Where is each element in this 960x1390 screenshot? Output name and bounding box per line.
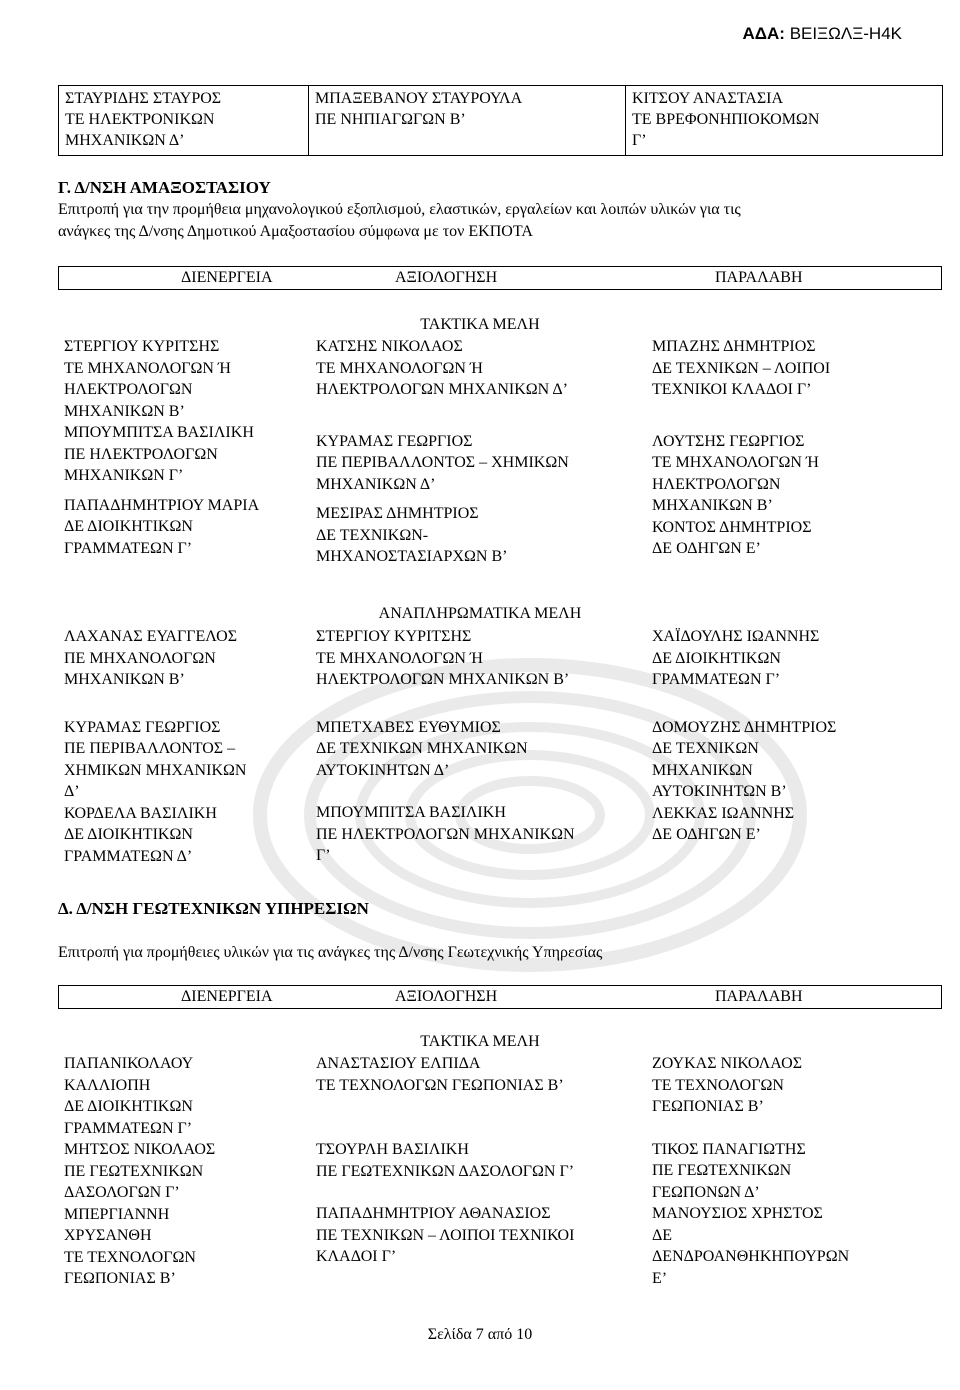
member-detail: ΤΕ ΜΗΧΑΝΟΛΟΓΩΝ Ή bbox=[316, 359, 483, 377]
section-d-regular-title: ΤΑΚΤΙΚΑ ΜΕΛΗ bbox=[420, 1033, 540, 1050]
member-detail: ΔΕ ΤΕΧΝΙΚΩΝ – ΛΟΙΠΟΙ bbox=[652, 359, 831, 377]
member-detail: ΧΗΜΙΚΩΝ ΜΗΧΑΝΙΚΩΝ bbox=[64, 761, 247, 779]
member-detail: ΚΛΑΔΟΙ Γ’ bbox=[316, 1248, 397, 1265]
member-name: ΜΠΑΖΗΣ ΔΗΜΗΤΡΙΟΣ bbox=[652, 338, 816, 355]
member-name: ΣΤΕΡΓΙΟΥ ΚΥΡΙΤΣΗΣ bbox=[64, 338, 220, 355]
header-paralavi: ΠΑΡΑΛΑΒΗ bbox=[715, 988, 803, 1005]
section-g-regular-col1 bbox=[64, 336, 259, 559]
intro-line: Επιτροπή για την προμήθεια μηχανολογικού εξοπλισμού, ελαστικών, εργαλείων και λοιπών υλικών για τις bbox=[58, 201, 741, 218]
member-name: ΛΑΧΑΝΑΣ ΕΥΑΓΓΕΛΟΣ bbox=[64, 628, 238, 645]
member-detail: ΑΥΤΟΚΙΝΗΤΩΝ Δ’ bbox=[316, 761, 450, 779]
member-detail: ΗΛΕΚΤΡΟΛΟΓΩΝ bbox=[652, 475, 781, 493]
member-detail: ΤΕ ΜΗΧΑΝΟΛΟΓΩΝ Ή bbox=[652, 454, 819, 471]
top-cell-3 bbox=[626, 86, 943, 156]
member-name: ΚΥΡΑΜΑΣ ΓΕΩΡΓΙΟΣ bbox=[316, 432, 473, 450]
header-paralavi: ΠΑΡΑΛΑΒΗ bbox=[715, 269, 803, 286]
page-number: Σελίδα 7 από 10 bbox=[427, 1326, 533, 1343]
member-name: ΧΡΥΣΑΝΘΗ bbox=[64, 1227, 152, 1244]
member-detail: ΓΕΩΠΟΝΙΑΣ Β’ bbox=[652, 1098, 764, 1115]
member-detail: ΓΕΩΠΟΝΙΑΣ Β’ bbox=[64, 1270, 176, 1287]
member-detail: ΤΕ ΤΕΧΝΟΛΟΓΩΝ bbox=[64, 1248, 196, 1266]
member-detail: ΜΗΧΑΝΙΚΩΝ Γ’ bbox=[64, 467, 184, 484]
member-detail: ΤΕ ΜΗΧΑΝΟΛΟΓΩΝ Ή bbox=[64, 359, 231, 377]
member-name: ΜΕΣΙΡΑΣ ΔΗΜΗΤΡΙΟΣ bbox=[316, 505, 479, 522]
member-detail: ΜΗΧΑΝΟΣΤΑΣΙΑΡΧΩΝ Β’ bbox=[316, 548, 508, 565]
member-name: ΚΑΛΛΙΟΠΗ bbox=[64, 1076, 151, 1094]
top-cell-line: ΣΤΑΥΡΙΔΗΣ ΣΤΑΥΡΟΣ bbox=[65, 90, 222, 107]
member-detail: ΤΕΧΝΙΚΟΙ ΚΛΑΔΟΙ Γ’ bbox=[652, 381, 812, 398]
section-d-regular-col3 bbox=[652, 1053, 849, 1289]
member-name: ΖΟΥΚΑΣ ΝΙΚΟΛΑΟΣ bbox=[652, 1055, 802, 1072]
section-d-regular-col1 bbox=[64, 1053, 215, 1290]
member-detail: ΓΡΑΜΜΑΤΕΩΝ Γ’ bbox=[64, 1119, 193, 1137]
member-name: ΛΕΚΚΑΣ ΙΩΑΝΝΗΣ bbox=[652, 804, 795, 822]
member-detail: Γ’ bbox=[316, 847, 331, 864]
member-detail: ΗΛΕΚΤΡΟΛΟΓΩΝ ΜΗΧΑΝΙΚΩΝ Β’ bbox=[316, 671, 570, 688]
top-cell-2 bbox=[309, 86, 626, 156]
member-detail: ΗΛΕΚΤΡΟΛΟΓΩΝ ΜΗΧΑΝΙΚΩΝ Δ’ bbox=[316, 381, 568, 398]
member-name: ΤΙΚΟΣ ΠΑΝΑΓΙΩΤΗΣ bbox=[652, 1140, 806, 1158]
ada-label: ΑΔΑ: bbox=[742, 24, 785, 43]
member-name: ΜΗΤΣΟΣ ΝΙΚΟΛΑΟΣ bbox=[64, 1141, 216, 1158]
member-detail: ΔΕΝΔΡΟΑΝΘΗΚΗΠΟΥΡΩΝ bbox=[652, 1248, 850, 1265]
member-name: ΠΑΠΑΝΙΚΟΛΑΟΥ bbox=[64, 1055, 194, 1072]
member-detail: ΤΕ ΜΗΧΑΝΟΛΟΓΩΝ Ή bbox=[316, 649, 483, 667]
member-detail: ΜΗΧΑΝΙΚΩΝ Β’ bbox=[64, 402, 185, 420]
section-d-header-row bbox=[58, 985, 942, 1009]
member-detail: ΔΕ ΔΙΟΙΚΗΤΙΚΩΝ bbox=[64, 826, 193, 843]
section-g-alternate-col3 bbox=[652, 626, 836, 846]
section-g-regular-col2 bbox=[316, 336, 569, 568]
section-g-alternate-title: ΑΝΑΠΛΗΡΩΜΑΤΙΚΑ ΜΕΛΗ bbox=[378, 605, 582, 622]
section-d-intro: Επιτροπή για προμήθειες υλικών για τις ανάγκες της Δ/νσης Γεωτεχνικής Υπηρεσίας bbox=[58, 944, 603, 961]
member-detail: ΑΥΤΟΚΙΝΗΤΩΝ Β’ bbox=[652, 783, 787, 800]
member-detail: ΓΡΑΜΜΑΤΕΩΝ Γ’ bbox=[64, 539, 193, 557]
section-g-title: Γ. Δ/ΝΣΗ ΑΜΑΞΟΣΤΑΣΙΟΥ bbox=[58, 178, 271, 197]
member-detail: ΓΡΑΜΜΑΤΕΩΝ Δ’ bbox=[64, 847, 193, 865]
member-detail: ΜΗΧΑΝΙΚΩΝ Β’ bbox=[64, 671, 185, 688]
member-name: ΔΟΜΟΥΖΗΣ ΔΗΜΗΤΡΙΟΣ bbox=[652, 718, 837, 736]
ada-code: ΒΕΙΞΩΛΞ-Η4Κ bbox=[789, 24, 902, 43]
member-detail: ΠΕ ΜΗΧΑΝΟΛΟΓΩΝ bbox=[64, 649, 216, 667]
section-g-regular-col3 bbox=[652, 336, 830, 560]
member-detail: Ε’ bbox=[652, 1269, 668, 1287]
intro-line: ανάγκες της Δ/νσης Δημοτικού Αμαξοστασίου σύμφωνα με τον ΕΚΠΟΤΑ bbox=[58, 222, 533, 240]
section-g-header-row bbox=[58, 266, 942, 290]
section-g-alternate-col2 bbox=[316, 626, 575, 867]
member-name: ΚΟΡΔΕΛΑ ΒΑΣΙΛΙΚΗ bbox=[64, 804, 217, 822]
member-detail: ΔΕ ΟΔΗΓΩΝ Ε’ bbox=[652, 826, 761, 843]
member-name: ΠΑΠΑΔΗΜΗΤΡΙΟΥ ΜΑΡΙΑ bbox=[64, 496, 260, 514]
member-detail: ΠΕ ΗΛΕΚΤΡΟΛΟΓΩΝ ΜΗΧΑΝΙΚΩΝ bbox=[316, 825, 575, 843]
member-detail: ΠΕ ΤΕΧΝΙΚΩΝ – ΛΟΙΠΟΙ ΤΕΧΝΙΚΟΙ bbox=[316, 1226, 575, 1244]
member-name: ΧΑΪΔΟΥΛΗΣ ΙΩΑΝΝΗΣ bbox=[652, 628, 820, 645]
member-detail: ΠΕ ΠΕΡΙΒΑΛΛΟΝΤΟΣ – ΧΗΜΙΚΩΝ bbox=[316, 454, 569, 471]
member-detail: ΔΕ ΤΕΧΝΙΚΩΝ bbox=[652, 740, 759, 757]
member-name: ΜΠΕΤΧΑΒΕΣ ΕΥΘΥΜΙΟΣ bbox=[316, 718, 501, 736]
top-cell-1 bbox=[59, 86, 309, 156]
member-detail: ΠΕ ΓΕΩΤΕΧΝΙΚΩΝ ΔΑΣΟΛΟΓΩΝ Γ’ bbox=[316, 1162, 575, 1180]
member-detail: ΤΕ ΤΕΧΝΟΛΟΓΩΝ bbox=[652, 1076, 784, 1094]
section-g-intro bbox=[58, 199, 942, 242]
member-detail: ΔΕ ΔΙΟΙΚΗΤΙΚΩΝ bbox=[64, 1098, 193, 1115]
member-name: ΛΟΥΤΣΗΣ ΓΕΩΡΓΙΟΣ bbox=[652, 432, 805, 450]
member-detail: ΗΛΕΚΤΡΟΛΟΓΩΝ bbox=[64, 381, 193, 398]
section-g-alternate-col1 bbox=[64, 626, 246, 867]
member-detail: ΔΕ bbox=[652, 1226, 673, 1244]
top-cell-line: ΚΙΤΣΟΥ ΑΝΑΣΤΑΣΙΑ bbox=[632, 90, 784, 107]
member-detail: ΓΕΩΠΟΝΩΝ Δ’ bbox=[652, 1183, 760, 1201]
member-name: ΚΟΝΤΟΣ ΔΗΜΗΤΡΙΟΣ bbox=[652, 518, 812, 536]
header-axiologisi: ΑΞΙΟΛΟΓΗΣΗ bbox=[395, 988, 498, 1005]
member-detail: ΔΕ ΟΔΗΓΩΝ Ε’ bbox=[652, 540, 761, 557]
member-detail: ΜΗΧΑΝΙΚΩΝ Β’ bbox=[652, 497, 773, 514]
member-name: ΚΥΡΑΜΑΣ ΓΕΩΡΓΙΟΣ bbox=[64, 718, 221, 736]
top-cell-line: ΤΕ ΒΡΕΦΟΝΗΠΙΟΚΟΜΩΝ bbox=[632, 111, 820, 128]
member-name: ΣΤΕΡΓΙΟΥ ΚΥΡΙΤΣΗΣ bbox=[316, 628, 472, 645]
member-name: ΜΠΕΡΓΙΑΝΝΗ bbox=[64, 1205, 170, 1223]
member-detail: ΔΕ ΤΕΧΝΙΚΩΝ ΜΗΧΑΝΙΚΩΝ bbox=[316, 740, 528, 757]
member-detail: ΤΕ ΤΕΧΝΟΛΟΓΩΝ ΓΕΩΠΟΝΙΑΣ Β’ bbox=[316, 1076, 564, 1094]
top-cell-line: ΜΗΧΑΝΙΚΩΝ Δ’ bbox=[65, 132, 185, 149]
member-detail: ΠΕ ΠΕΡΙΒΑΛΛΟΝΤΟΣ – bbox=[64, 740, 236, 757]
top-cell-line: ΤΕ ΗΛΕΚΤΡΟΝΙΚΩΝ bbox=[65, 111, 215, 128]
header-axiologisi: ΑΞΙΟΛΟΓΗΣΗ bbox=[395, 269, 498, 286]
member-detail: ΔΕ ΤΕΧΝΙΚΩΝ- bbox=[316, 526, 429, 544]
member-name: ΜΠΟΥΜΠΙΤΣΑ ΒΑΣΙΛΙΚΗ bbox=[64, 424, 254, 441]
member-detail: ΔΕ ΔΙΟΙΚΗΤΙΚΩΝ bbox=[64, 518, 193, 535]
member-name: ΜΑΝΟΥΣΙΟΣ ΧΡΗΣΤΟΣ bbox=[652, 1205, 823, 1222]
ada-header bbox=[743, 24, 902, 44]
member-name: ΚΑΤΣΗΣ ΝΙΚΟΛΑΟΣ bbox=[316, 338, 463, 355]
member-detail: ΓΡΑΜΜΑΤΕΩΝ Γ’ bbox=[652, 671, 781, 688]
member-name: ΤΣΟΥΡΛΗ ΒΑΣΙΛΙΚΗ bbox=[316, 1141, 469, 1158]
member-detail: ΠΕ ΗΛΕΚΤΡΟΛΟΓΩΝ bbox=[64, 445, 218, 463]
member-detail: ΜΗΧΑΝΙΚΩΝ Δ’ bbox=[316, 475, 436, 493]
member-detail: ΠΕ ΓΕΩΤΕΧΝΙΚΩΝ bbox=[652, 1162, 792, 1179]
member-detail: ΔΑΣΟΛΟΓΩΝ Γ’ bbox=[64, 1184, 180, 1201]
header-dienergeia: ΔΙΕΝΕΡΓΕΙΑ bbox=[181, 988, 273, 1005]
member-detail: Δ’ bbox=[64, 783, 80, 800]
member-detail: ΔΕ ΔΙΟΙΚΗΤΙΚΩΝ bbox=[652, 649, 781, 667]
member-name: ΠΑΠΑΔΗΜΗΤΡΙΟΥ ΑΘΑΝΑΣΙΟΣ bbox=[316, 1205, 551, 1222]
section-d-regular-col2 bbox=[316, 1053, 574, 1268]
section-g-regular-title: ΤΑΚΤΙΚΑ ΜΕΛΗ bbox=[420, 316, 540, 333]
member-name: ΜΠΟΥΜΠΙΤΣΑ ΒΑΣΙΛΙΚΗ bbox=[316, 804, 506, 821]
section-d-title: Δ. Δ/ΝΣΗ ΓΕΩΤΕΧΝΙΚΩΝ ΥΠΗΡΕΣΙΩΝ bbox=[58, 899, 369, 918]
header-dienergeia: ΔΙΕΝΕΡΓΕΙΑ bbox=[181, 269, 273, 286]
top-table bbox=[58, 85, 943, 156]
member-detail: ΠΕ ΓΕΩΤΕΧΝΙΚΩΝ bbox=[64, 1162, 204, 1180]
top-cell-line: Γ’ bbox=[632, 132, 647, 149]
member-detail: ΜΗΧΑΝΙΚΩΝ bbox=[652, 761, 753, 779]
top-cell-line: ΜΠΑΞΕΒΑΝΟΥ ΣΤΑΥΡΟΥΛΑ bbox=[315, 90, 523, 107]
member-name: ΑΝΑΣΤΑΣΙΟΥ ΕΛΠΙΔΑ bbox=[316, 1055, 481, 1072]
top-cell-line: ΠΕ ΝΗΠΙΑΓΩΓΩΝ Β’ bbox=[315, 111, 466, 128]
